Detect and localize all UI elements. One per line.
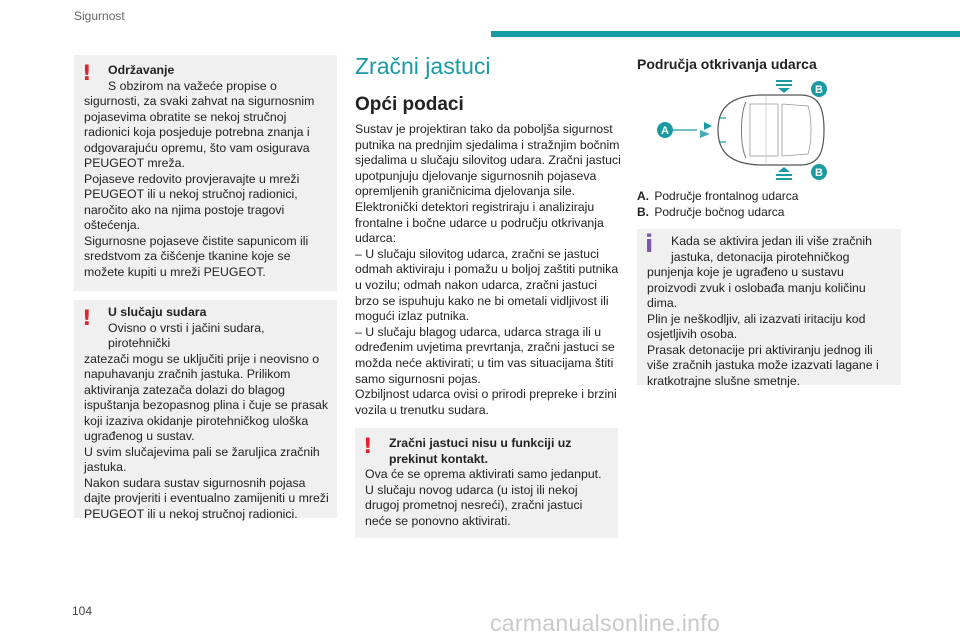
note-body-first: Kada se aktivira jedan ili više zračnih [671,234,872,248]
section-label: Sigurnost [74,9,125,23]
page-title: Zračni jastuci [355,53,491,79]
warning-icon: ! [363,434,373,458]
legend-key: B. [637,205,649,219]
page-number: 104 [72,604,93,618]
legend-item [637,204,798,220]
info-icon: i [645,230,654,258]
note-body: punjenja koje je ugrađeno u sustavu proizvodi zvuk i oslobađa manju količinu dima. Plin je neškodljiv, ali izazvati iritaciju kod osjetljivih osoba. Prasak detonacije pri aktiviranju jednog ili više zračnih jastuka može izazvati lagane i kratkotrajne slušne smetnje. [647,265,879,388]
label-a-marker [657,121,697,139]
legend-item [637,188,798,204]
diagram-legend [637,188,798,220]
warning-icon: ! [82,61,92,85]
warning-icon: ! [82,306,92,330]
note-body-first: S obzirom na važeće propise o [108,78,277,93]
airbag-ignition-note [355,428,618,538]
maintenance-note [74,55,337,291]
note-body: Ova će se oprema aktivirati samo jedanput. U slučaju novog udarca (u istoj ili nekoj drugoj prometnoj nesreći), zračni jastuci neće se ponovno aktivirati. [365,467,602,528]
legend-text: Područje bočnog udarca [654,205,785,219]
label-a: A [661,125,669,137]
detection-zones-heading: Područja otkrivanja udarca [637,56,817,72]
note-body-second: jastuka, detonacija pirotehničkog [671,249,850,264]
section-heading: Opći podaci [355,94,464,115]
note-body: zatezači mogu se uključiti prije i neovisno o napuhavanju zračnih jastuka. Prilikom aktiviranja zatezača dolazi do blagog ispuštanja bezopasnog plina i čuje se prasak koji izaziva okidanje pirotehničkog uloška ugrađenog u sustav. U svim slučajevima pali se žaruljica zračnih jastuka. Nakon sudara sustav sigurnosnih pojasa dajte provjeriti i eventualno zamijeniti u mreži PEUGEOT ili u nekoj stručnoj radionici. [84,351,329,521]
note-title: Zračni jastuci nisu u funkciji uz prekinut kontakt. [389,436,572,466]
legend-text: Područje frontalnog udarca [654,189,799,203]
header-rule [491,31,960,37]
legend-key: A. [637,189,649,203]
general-info-text: Sustav je projektiran tako da poboljša sigurnost putnika na prednjim sjedalima i stražnjim bočnim sjedalima u slučaju silovitog udara. Zračni jastuci upotpunjuju djelovanje sigurnosnih pojaseva opremljenih graničnicima djelovanja sile. Elektronički detektori registriraju i analiziraju frontalne i bočne udarce u području otkrivanja udarca: – U slučaju silovitog udarca, zračni se jastuci odmah aktiviraju i pomažu u boljoj zaštiti putnika u vozilu; odmah nakon udarca, zračni jastuci brzo se ispuhuju kako ne bi ometali vidljivost ili mogući izlaz putnika. – U slučaju blagog udarca, udarca straga ili u određenim uvjetima prevrtanja, zračni jastuci se možda neće aktivirati; u tim vas situacijama štiti samo sigurnosni pojas. Ozbiljnost udarca ovisi o prirodi prepreke i brzini vozila u trenutku sudara. [355,122,621,417]
crash-note [74,300,337,521]
watermark: carmanualsonline.info [490,610,721,636]
note-body: sigurnosti, za svaki zahvat na sigurnosnim pojasevima obratite se nekoj stručnoj radionici koja posjeduje potrebna znanja i odgovarajuću opremu, što vam osigurava PEUGEOT mreža. Pojaseve redovito provjeravajte u mreži PEUGEOT ili u nekoj stručnoj radionici, naročito ako na njima postoje tragovi oštećenja. Sigurnosne pojaseve čistite sapunicom ili sredstvom za čišćenje tkanine koje se možete kupiti u mreži PEUGEOT. [84,94,315,279]
label-b: B [815,167,823,179]
note-body-first: Ovisno o vrsti i jačini sudara, pirotehnički [108,320,265,350]
note-title: U slučaju sudara [108,305,207,319]
info-note [637,229,901,388]
note-title: Održavanje [108,63,175,77]
label-b: B [815,84,823,96]
car-detection-diagram [700,78,835,183]
